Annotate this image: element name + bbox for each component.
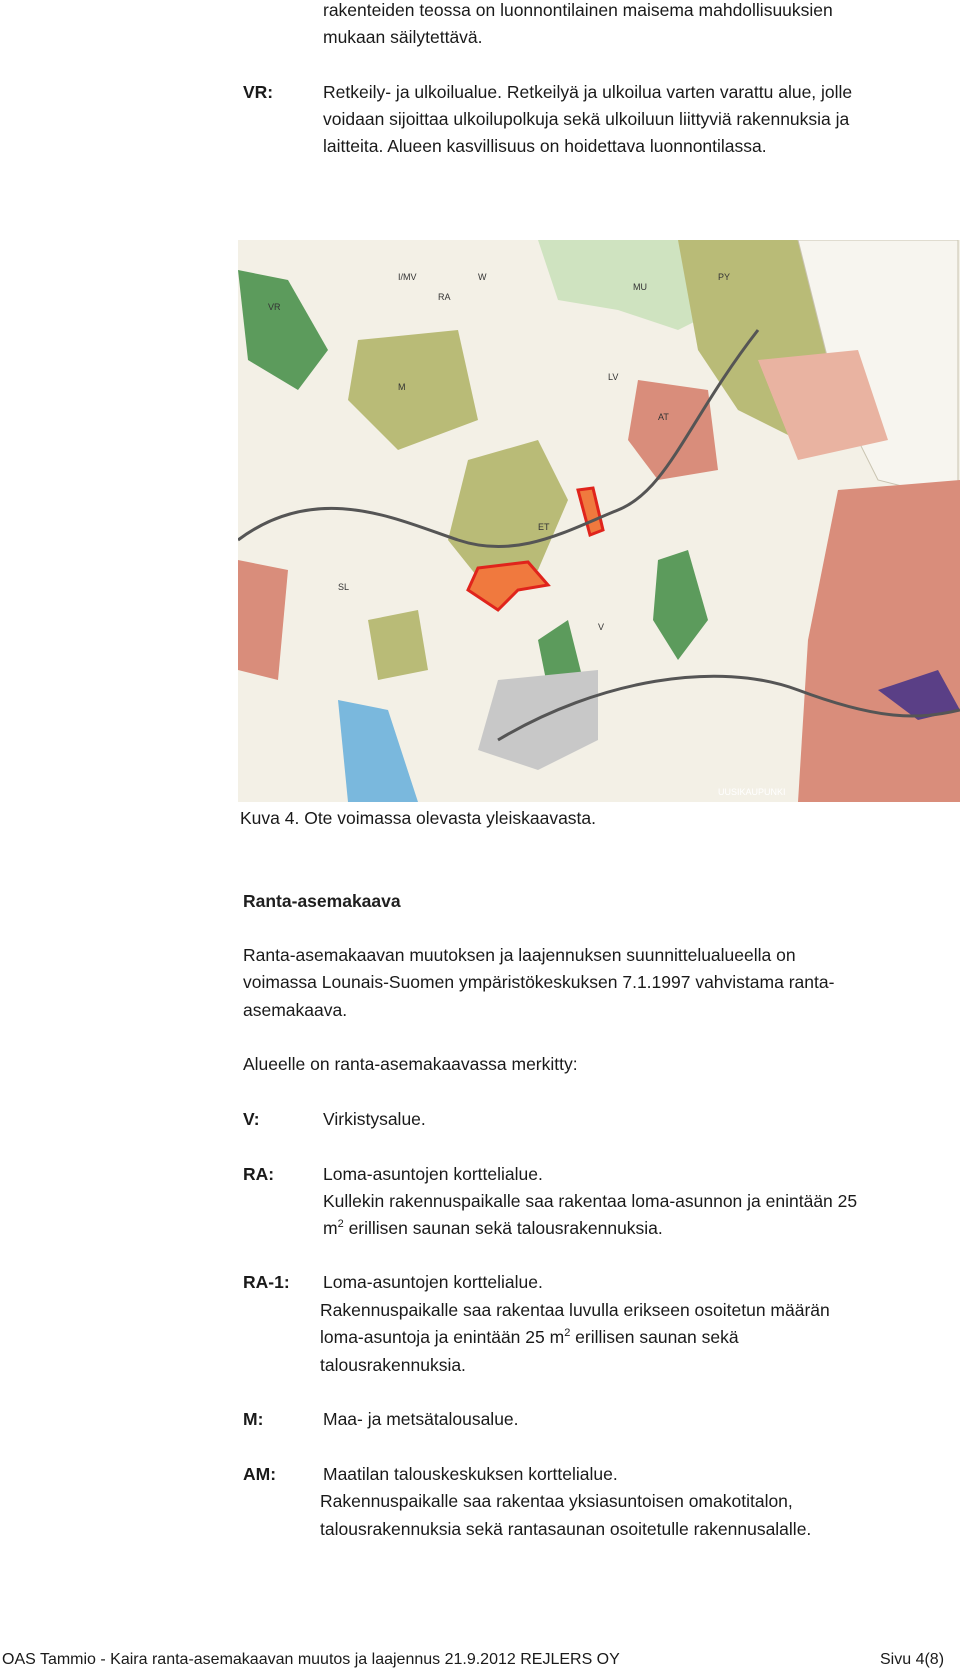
ra1-label: RA-1:	[243, 1272, 290, 1292]
para-line: voimassa Lounais-Suomen ympäristökeskuksen 7.1.1997 vahvistama ranta-	[243, 972, 835, 992]
map-label: RA	[438, 292, 451, 302]
v-label: V:	[243, 1109, 260, 1129]
section-heading: Ranta-asemakaava	[243, 891, 401, 911]
map-label: M	[398, 382, 406, 392]
map-label: MU	[633, 282, 647, 292]
vr-line: Retkeily- ja ulkoilualue. Retkeilyä ja ulkoilua varten varattu alue, jolle	[323, 82, 853, 102]
ra1-line	[320, 1327, 739, 1347]
map-label: V	[598, 622, 605, 632]
ra1-text: loma-asuntoja ja enintään 25 m	[320, 1327, 565, 1347]
ra1-line: talousrakennuksia.	[320, 1355, 466, 1375]
intro-line: mukaan säilytettävä.	[323, 27, 483, 47]
map-label: UUSIKAUPUNKI	[718, 787, 786, 797]
ra-line: Loma-asuntojen korttelialue.	[323, 1164, 543, 1184]
ra-text: erillisen saunan sekä talousrakennuksia.	[343, 1218, 663, 1238]
map-graphic	[238, 240, 960, 802]
vr-line: laitteita. Alueen kasvillisuus on hoidettava luonnontilassa.	[323, 136, 767, 156]
ra1-text: erillisen saunan sekä	[570, 1327, 739, 1347]
para-line: Ranta-asemakaavan muutoksen ja laajennuksen suunnittelualueella on	[243, 945, 796, 965]
m-label: M:	[243, 1409, 264, 1429]
ra-text: m	[323, 1218, 338, 1238]
page-number: Sivu 4(8)	[880, 1651, 945, 1668]
ra1-line: Rakennuspaikalle saa rakentaa luvulla erikseen osoitetun määrän	[320, 1300, 830, 1320]
superscript: 2	[564, 1327, 571, 1340]
superscript: 2	[337, 1218, 344, 1231]
vr-line: voidaan sijoittaa ulkoilupolkuja sekä ulkoiluun liittyviä rakennuksia ja	[323, 109, 850, 129]
ra-label: RA:	[243, 1164, 275, 1184]
footer-title: OAS Tammio - Kaira ranta-asemakaavan muutos ja laajennus 21.9.2012 REJLERS OY	[2, 1651, 620, 1668]
figure-caption: Kuva 4. Ote voimassa olevasta yleiskaavasta.	[240, 808, 597, 828]
am-line: Maatilan talouskeskuksen korttelialue.	[323, 1464, 618, 1484]
map-label: LV	[608, 372, 619, 382]
ra-line	[323, 1218, 663, 1238]
ra1-line: Loma-asuntojen korttelialue.	[323, 1272, 543, 1292]
am-label: AM:	[243, 1464, 277, 1484]
map-label: PY	[718, 272, 731, 282]
map-label: AT	[658, 412, 669, 422]
m-text: Maa- ja metsätalousalue.	[323, 1409, 519, 1429]
v-text: Virkistysalue.	[323, 1109, 426, 1129]
ra-line: Kullekin rakennuspaikalle saa rakentaa loma-asunnon ja enintään 25	[323, 1191, 858, 1211]
am-line: Rakennuspaikalle saa rakentaa yksiasuntoisen omakotitalon,	[320, 1491, 793, 1511]
vr-label: VR:	[243, 82, 274, 102]
am-line: talousrakennuksia sekä rantasaunan osoitetulle rakennusalalle.	[320, 1519, 812, 1539]
map-label: VR	[268, 302, 281, 312]
map-label: W	[478, 272, 487, 282]
map-label: I/MV	[398, 272, 417, 282]
list-intro: Alueelle on ranta-asemakaavassa merkitty:	[243, 1054, 578, 1074]
map-label: SL	[338, 582, 350, 592]
para-line: asemakaava.	[243, 1000, 348, 1020]
master-plan-map	[238, 240, 960, 802]
intro-line: rakenteiden teossa on luonnontilainen maisema mahdollisuuksien	[323, 0, 833, 20]
map-label: ET	[538, 522, 550, 532]
